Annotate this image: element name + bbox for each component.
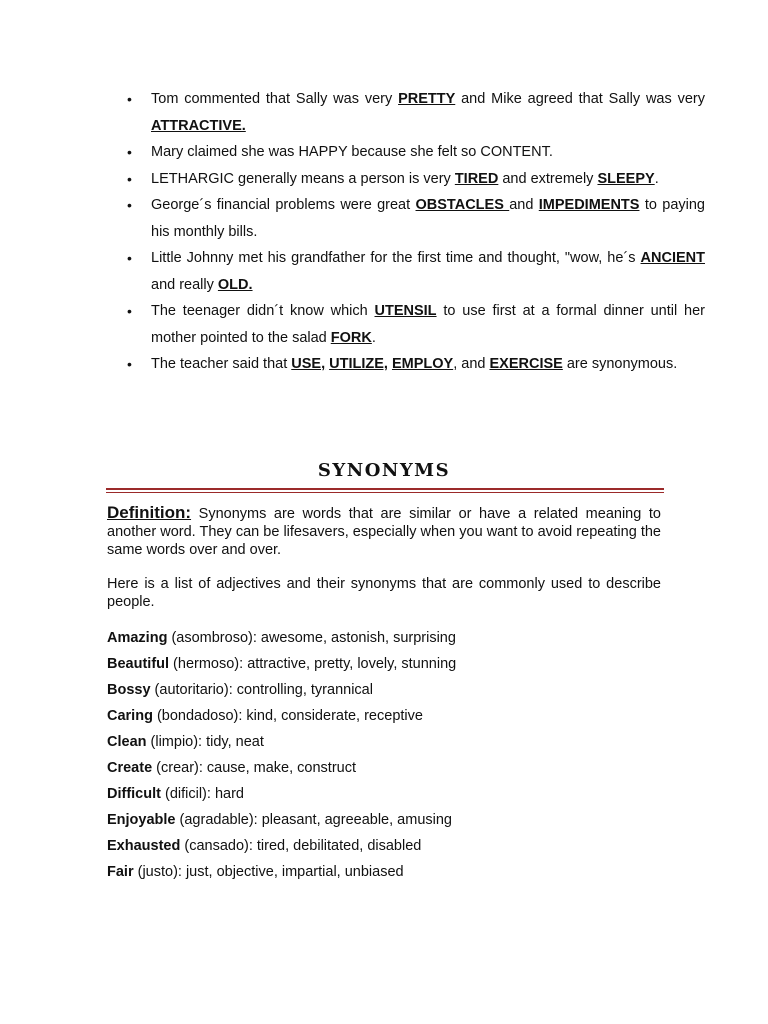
synonym-entry <box>107 859 661 885</box>
keyword: TIRED <box>454 170 499 187</box>
keyword: OBSTACLES <box>415 197 510 213</box>
synonym-headword: Bossy <box>107 682 151 698</box>
synonym-entry <box>107 755 661 781</box>
synonym-entry <box>107 807 661 833</box>
synonym-definition: (dificil): hard <box>160 786 244 802</box>
example-sentence <box>151 192 705 245</box>
synonym-entry <box>107 703 661 729</box>
keyword: ANCIENT <box>640 250 705 266</box>
sentence-text: are synonymous. <box>562 356 678 372</box>
sentence-text: Mary claimed she was HAPPY because she felt so CONTENT. <box>151 144 553 160</box>
definition-label: Definition: <box>107 503 192 522</box>
definition-paragraph <box>107 504 661 559</box>
sentence-text: and really <box>151 276 218 293</box>
keyword: SLEEPY <box>597 170 655 187</box>
sentence-text: and Mike agreed that Sally was very <box>455 91 705 107</box>
sentence-text: The teacher said that <box>151 356 292 372</box>
intro-paragraph: Here is a list of adjectives and their synonyms that are commonly used to describe people. <box>107 576 661 610</box>
definition-text: Synonyms are words that are similar or have a related meaning to another word. They can be lifesavers, especially when you want to avoid repeating the same words over and over. <box>107 506 661 558</box>
sentence-text: . <box>371 329 376 346</box>
sentence-text: , and <box>453 356 490 372</box>
synonym-headword: Exhausted <box>107 838 181 854</box>
example-sentences-list <box>107 86 705 378</box>
synonym-entry <box>107 625 661 651</box>
sentence-text: and extremely <box>498 170 598 187</box>
sentence-text: and <box>509 197 539 213</box>
synonym-entry <box>107 729 661 755</box>
synonym-definition: (limpio): tidy, neat <box>146 734 264 750</box>
synonym-definition: (justo): just, objective, impartial, unbiased <box>133 864 404 880</box>
example-sentence <box>151 298 705 351</box>
synonym-entry <box>107 651 661 677</box>
synonym-entry <box>107 833 661 859</box>
synonym-headword: Create <box>107 760 153 776</box>
synonym-definition: (cansado): tired, debilitated, disabled <box>180 838 422 854</box>
synonym-entry <box>107 781 661 807</box>
keyword: IMPEDIMENTS <box>538 197 640 213</box>
synonym-definition: (autoritario): controlling, tyrannical <box>150 682 373 698</box>
sentence-text: The teenager didn´t know which <box>151 303 375 319</box>
example-sentence <box>151 166 705 193</box>
keyword: UTENSIL <box>374 303 437 319</box>
sentence-text: Tom commented that Sally was very <box>151 91 399 107</box>
synonym-headword: Beautiful <box>107 656 170 672</box>
synonym-entry <box>107 677 661 703</box>
keyword: UTILIZE, <box>329 356 388 372</box>
sentence-text: George´s financial problems were great <box>151 197 416 213</box>
synonym-definition: (hermoso): attractive, pretty, lovely, stunning <box>169 656 457 672</box>
synonym-definition: (bondadoso): kind, considerate, receptive <box>152 708 423 724</box>
synonym-headword: Fair <box>107 864 134 880</box>
keyword: PRETTY <box>398 91 456 107</box>
title-rule-thin <box>106 492 664 493</box>
sentence-text: to paying his monthly bills. <box>151 197 705 240</box>
keyword: OLD. <box>217 276 253 293</box>
synonym-headword: Clean <box>107 734 147 750</box>
sentence-text: to use first at a formal dinner until her mother pointed to the salad <box>151 303 705 346</box>
synonym-definition: (asombroso): awesome, astonish, surprising <box>167 630 456 646</box>
section-title: SYNONYMS <box>317 460 451 481</box>
synonym-headword: Enjoyable <box>107 812 176 828</box>
example-sentence <box>151 351 705 378</box>
keyword: ATTRACTIVE. <box>151 117 246 134</box>
sentence-text: LETHARGIC generally means a person is very <box>151 170 455 187</box>
synonym-headword: Difficult <box>107 786 161 802</box>
synonym-headword: Caring <box>107 708 153 724</box>
keyword: USE, <box>291 356 326 372</box>
sentence-text: . <box>654 170 659 187</box>
keyword: FORK <box>330 329 372 346</box>
synonym-headword: Amazing <box>107 630 168 646</box>
sentence-text: Little Johnny met his grandfather for the first time and thought, "wow, he´s <box>151 250 641 266</box>
synonym-definition: (crear): cause, make, construct <box>152 760 357 776</box>
title-rule-thick <box>106 488 664 490</box>
keyword: EMPLOY <box>391 356 454 372</box>
example-sentence <box>151 86 705 139</box>
synonym-list <box>107 625 661 885</box>
example-sentence <box>151 245 705 298</box>
synonym-definition: (agradable): pleasant, agreeable, amusing <box>175 812 452 828</box>
example-sentence <box>151 139 705 166</box>
keyword: EXERCISE <box>489 356 563 372</box>
